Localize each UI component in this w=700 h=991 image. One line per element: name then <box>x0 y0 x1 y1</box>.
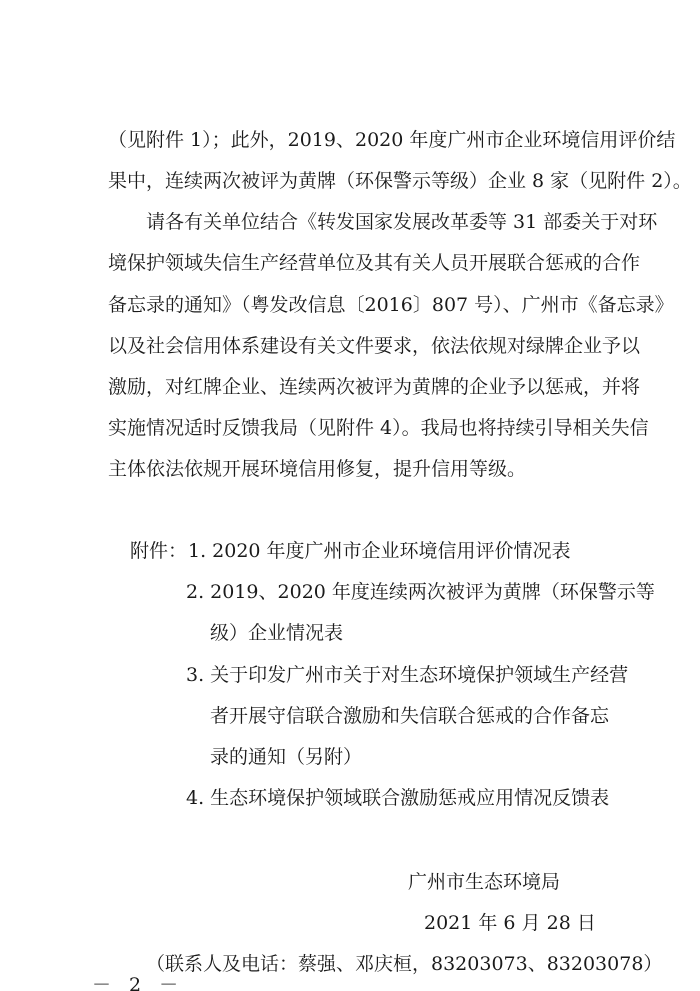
attachment-item-1: 1. 2020 年度广州市企业环境信用评价情况表 <box>188 540 571 562</box>
paragraph1-line-2: 果中，连续两次被评为黄牌（环保警示等级）企业 8 家（见附件 2）。 <box>108 170 692 192</box>
paragraph2-line-1: 请各有关单位结合《转发国家发展改革委等 31 部委关于对环 <box>146 211 658 233</box>
attachments-label: 附件： <box>130 540 188 562</box>
paragraph2-line-2: 境保护领域失信生产经营单位及其有关人员开展联合惩戒的合作 <box>108 252 641 274</box>
attachment-item-2-line-1: 2. 2019、2020 年度连续两次被评为黄牌（环保警示等 <box>186 581 655 603</box>
paragraph1-line-1: （见附件 1）；此外，2019、2020 年度广州市企业环境信用评价结 <box>108 129 676 151</box>
paragraph2-line-3: 备忘录的通知》（粤发改信息〔2016〕807 号）、广州市《备忘录》 <box>108 294 674 316</box>
attachment-item-4: 4. 生态环境保护领域联合激励惩戒应用情况反馈表 <box>186 787 610 809</box>
contact-info: （联系人及电话：蔡强、邓庆桓，83203073、83203078） <box>146 953 663 975</box>
attachment-item-2-line-2: 级）企业情况表 <box>210 622 344 644</box>
page-number: － 2 － <box>92 974 185 991</box>
paragraph2-line-6: 实施情况适时反馈我局（见附件 4）。我局也将持续引导相关失信 <box>108 417 649 439</box>
paragraph2-line-7: 主体依法依规开展环境信用修复，提升信用等级。 <box>108 458 527 480</box>
attachment-item-3-line-3: 录的通知（另附） <box>210 746 363 768</box>
signature-date: 2021 年 6 月 28 日 <box>424 912 596 934</box>
paragraph2-line-5: 激励，对红牌企业、连续两次被评为黄牌的企业予以惩戒，并将 <box>108 376 641 398</box>
attachment-item-3-line-1: 3. 关于印发广州市关于对生态环境保护领域生产经营 <box>186 664 629 686</box>
paragraph2-line-4: 以及社会信用体系建设有关文件要求，依法依规对绿牌企业予以 <box>108 335 641 357</box>
signature-org: 广州市生态环境局 <box>408 871 561 893</box>
attachment-item-3-line-2: 者开展守信联合激励和失信联合惩戒的合作备忘 <box>210 705 610 727</box>
